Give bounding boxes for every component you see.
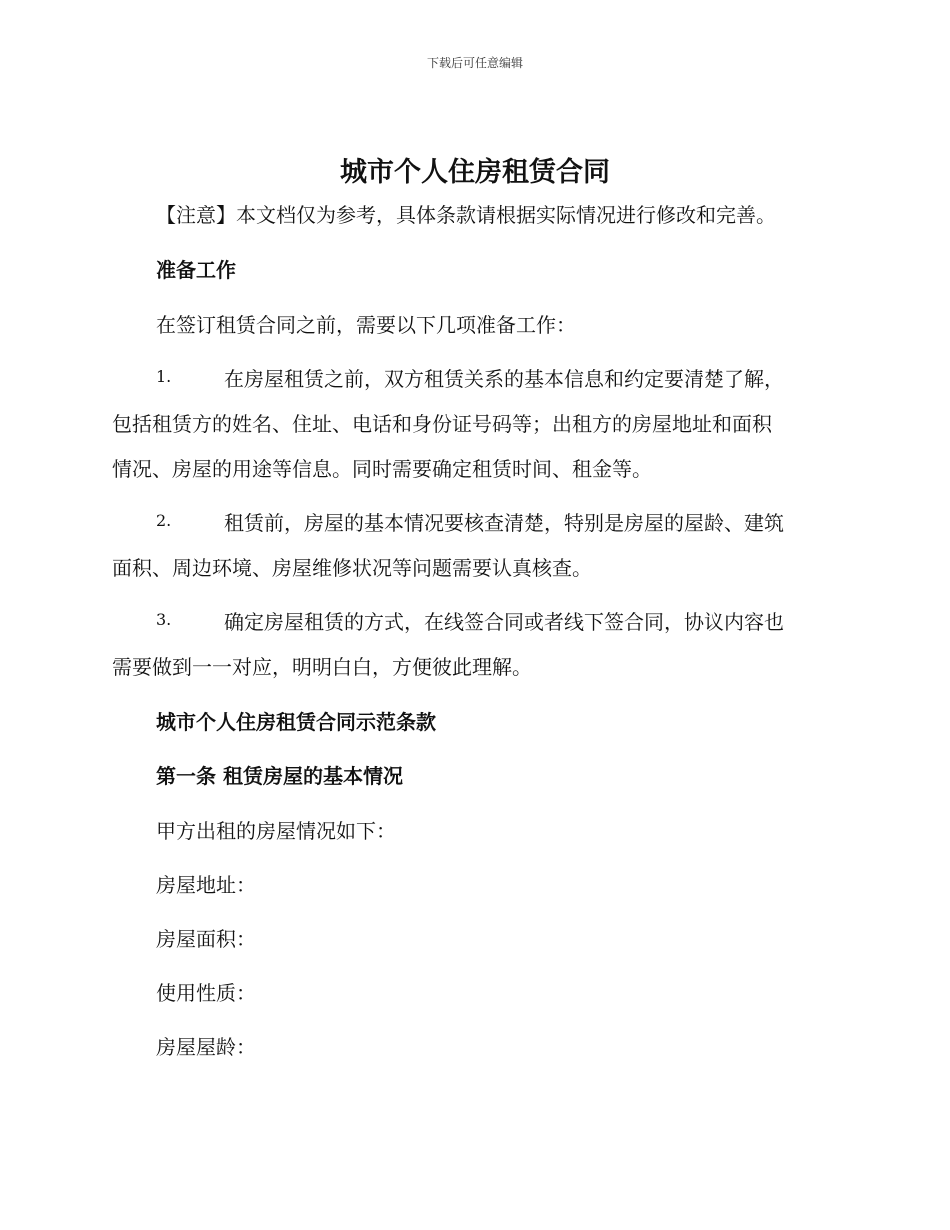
item-line: 需要做到一一对应，明明白白，方便彼此理解。 (112, 655, 532, 679)
prep-intro: 在签订租赁合同之前，需要以下几项准备工作： (156, 313, 576, 337)
article1-intro: 甲方出租的房屋情况如下： (156, 819, 396, 843)
article1-heading: 第一条 租赁房屋的基本情况 (156, 764, 403, 788)
item-number: 3. (156, 610, 172, 629)
item-line: 在房屋租赁之前，双方租赁关系的基本信息和约定要清楚了解， (224, 367, 784, 391)
field-house-area: 房屋面积： (156, 927, 256, 951)
field-house-address: 房屋地址： (156, 873, 256, 897)
prep-heading: 准备工作 (156, 258, 236, 282)
field-usage-type: 使用性质： (156, 981, 256, 1005)
item-line: 包括租赁方的姓名、住址、电话和身份证号码等；出租方的房屋地址和面积 (112, 412, 772, 436)
header-note: 下载后可任意编辑 (426, 56, 523, 70)
document-title: 城市个人住房租赁合同 (340, 157, 610, 188)
field-house-age: 房屋屋龄： (156, 1035, 256, 1059)
notice-text: 【注意】本文档仅为参考，具体条款请根据实际情况进行修改和完善。 (156, 203, 776, 227)
item-line: 确定房屋租赁的方式，在线签合同或者线下签合同，协议内容也 (224, 610, 784, 634)
item-number: 2. (156, 511, 172, 530)
item-line: 面积、周边环境、房屋维修状况等问题需要认真核查。 (112, 556, 592, 580)
item-line: 情况、房屋的用途等信息。同时需要确定租赁时间、租金等。 (112, 457, 652, 481)
sample-heading: 城市个人住房租赁合同示范条款 (156, 710, 436, 734)
item-line: 租赁前，房屋的基本情况要核查清楚，特别是房屋的屋龄、建筑 (224, 511, 784, 535)
item-number: 1. (156, 367, 172, 386)
